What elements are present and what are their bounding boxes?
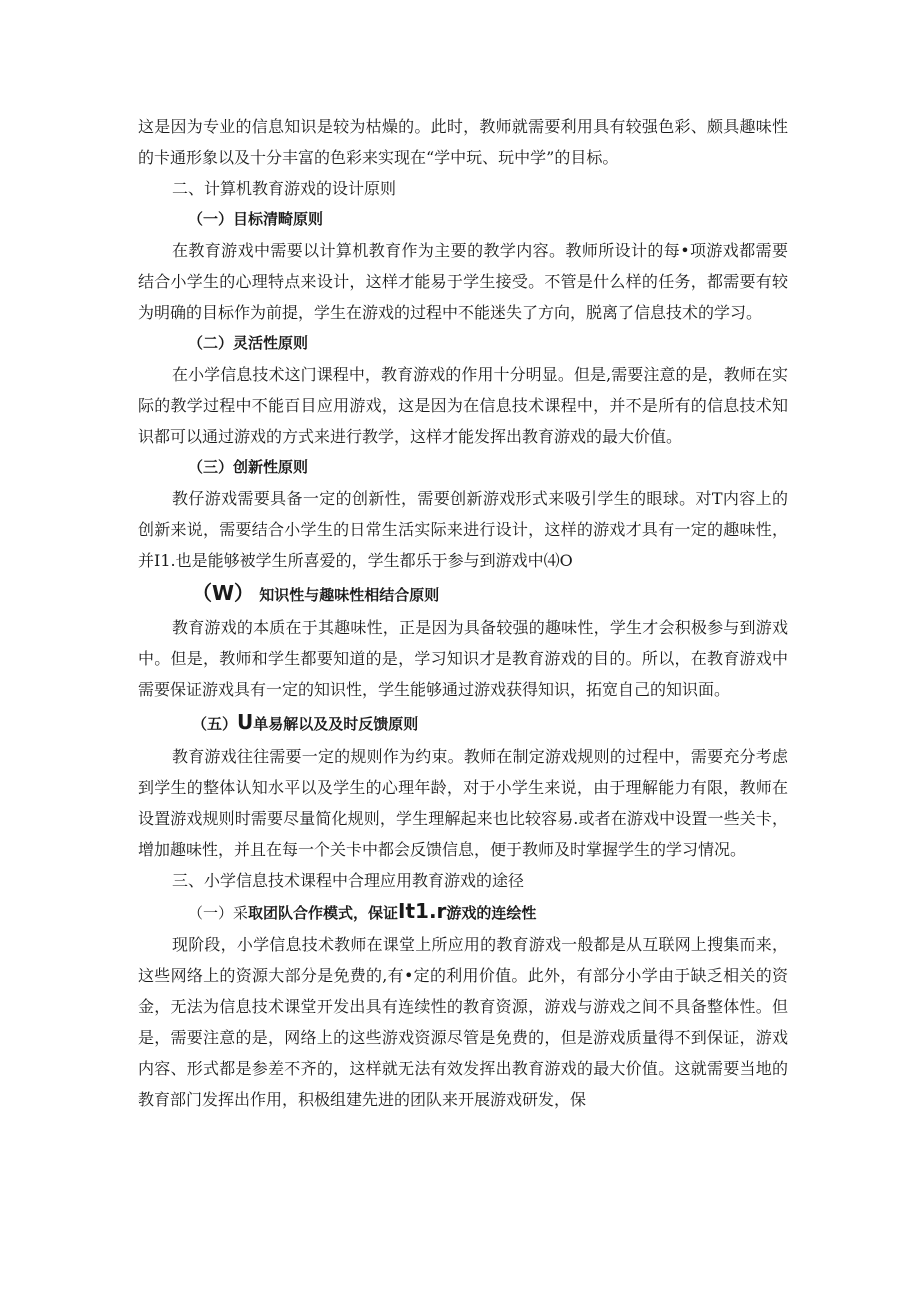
subheading-knowledge-fun — [138, 576, 788, 612]
subheading-team-cooperation-title-b: 游戏的连绘性 — [446, 904, 537, 922]
paragraph-innovation: 教仔游戏需要具备一定的创新性，需要创新游戏形式来吸引学生的眼球。对T内容上的创新来说，需要结合小学生的日常生活实际来进行设计，这样的游戏才具有一定的趣味性，并I1.也是能够被学生所喜爱的，学生都乐于参与到游戏中⑷O — [138, 489, 788, 570]
subheading-simple-feedback-number: （五） — [192, 715, 238, 733]
paragraph-simple-feedback: 教育游戏往往需要一定的规则作为约束。教师在制定游戏规则的过程中，需要充分考虑到学生的整体认知水平以及学生的心理年龄，对于小学生来说，由于理解能力有限，教师在设置游戏规则时需要尽量简化规则，学生理解起来也比较容易.或者在游戏中设置一些关卡，增加趣味性，并且在每一个关卡中都会反馈信息，便于教师及时掌握学生的学习情况。 — [138, 747, 788, 859]
paragraph-goal-clarity: 在教育游戏中需要以计算机教育作为主要的教学内容。教师所设计的每•项游戏都需要结合小学生的心理特点来设计，这样才能易于学生接受。不管是什么样的任务，都需要有较为明确的目标作为前提，学生在游戏的过程中不能迷失了方向，脱离了信息技术的学习。 — [138, 241, 788, 322]
subheading-simple-feedback-glyph: U — [237, 710, 254, 734]
subheading-simple-feedback — [138, 705, 788, 741]
subheading-knowledge-fun-title: 知识性与趣味性相结合原则 — [259, 586, 440, 604]
subheading-team-cooperation-glyph: It1.r — [398, 899, 447, 923]
subheading-flexibility: （二）灵活性原则 — [188, 334, 309, 352]
paragraph-knowledge-fun: 教育游戏的本质在于其趣味性，正是因为具备较强的趣味性，学生才会积极参与到游戏中。但是，教师和学生都要知道的是，学习知识才是教育游戏的目的。所以，在教育游戏中需要保证游戏具有一定的知识性，学生能够通过游戏获得知识，拓宽自己的知识面。 — [138, 618, 788, 699]
subheading-goal-clarity: （一）目标清畸原则 — [188, 210, 324, 228]
subheading-knowledge-fun-number: （W） — [192, 581, 255, 605]
section-heading-3: 三、小学信息技术课程中合理应用教育游戏的途径 — [172, 871, 525, 890]
document-page — [138, 111, 788, 1115]
section-heading-2: 二、计算机教育游戏的设计原则 — [172, 179, 397, 198]
subheading-team-cooperation-number: （一）采 — [188, 904, 249, 922]
paragraph-flexibility: 在小学信息技术这门课程中，教育游戏的作用十分明显。但是,需要注意的是，教师在实际的教学过程中不能百目应用游戏，这是因为在信息技术课程中，并不是所有的信息技术知识都可以通过游戏的方式来进行教学，这样才能发挥出教育游戏的最大价值。 — [138, 365, 788, 446]
subheading-innovation: （三）创新性原则 — [188, 458, 309, 476]
subheading-team-cooperation — [138, 896, 788, 929]
paragraph-intro: 这是因为专业的信息知识是较为枯燥的。此时，教师就需要利用具有较强色彩、颇具趣味性的卡通形象以及十分丰富的色彩来实现在“学中玩、玩中学”的目标。 — [138, 117, 788, 167]
subheading-team-cooperation-title-a: 取团队合作模式，保证 — [248, 904, 399, 922]
subheading-simple-feedback-title: 单易解以及及时反馈原则 — [253, 715, 419, 733]
paragraph-team-cooperation: 现阶段，小学信息技术教师在课堂上所应用的教育游戏一般都是从互联网上搜集而来，这些网络上的资源大部分是免费的,有•定的利用价值。此外，有部分小学由于缺乏相关的资金，无法为信息技术课堂开发出具有连续性的教育资源，游戏与游戏之间不具备整体性。但是，需要注意的是，网络上的这些游戏资源尽管是免费的，但是游戏质量得不到保证，游戏内容、形式都是参差不齐的，这样就无法有效发挥出教育游戏的最大价值。这就需要当地的教育部门发挥出作用，积极组建先进的团队来开展游戏研发，保 — [138, 935, 788, 1109]
